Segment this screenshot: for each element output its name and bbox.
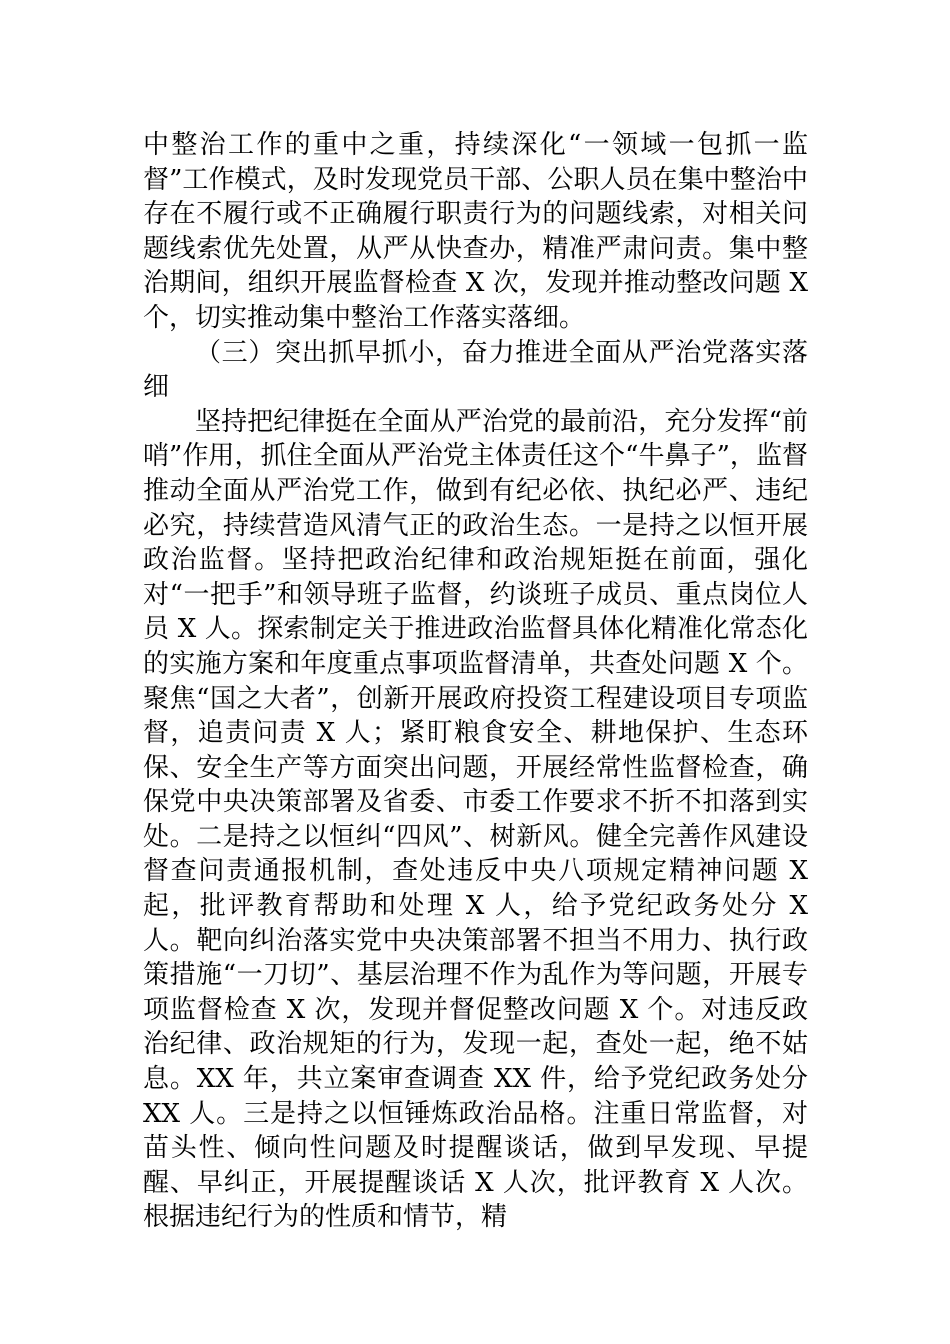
body-paragraph: 坚持把纪律挺在全面从严治党的最前沿，充分发挥“前哨”作用，抓住全面从严治党主体责任这个“牛鼻子”，监督推动全面从严治党工作，做到有纪必依、执纪必严、违纪必究，持续营造风清气正的政治生态。一是持之以恒开展政治监督。坚持把政治纪律和政治规矩挺在前面，强化对“一把手”和领导班子监督，约谈班子成员、重点岗位人员 X 人。探索制定关于推进政治监督具体化精准化常态化的实施方案和年度重点事项监督清单，共查处问题 X 个。聚焦“国之大者”，创新开展政府投资工程建设项目专项监督，追责问责 X 人；紧盯粮食安全、耕地保护、生态环保、安全生产等方面突出问题，开展经常性监督检查，确保党中央决策部署及省委、市委工作要求不折不扣落到实处。二是持之以恒纠“四风”、树新风。健全完善作风建设督查问责通报机制，查处违反中央八项规定精神问题 X 起，批评教育帮助和处理 X 人，给予党纪政务处分 X 人。靶向纠治落实党中央决策部署不担当不用力、执行政策措施“一刀切”、基层治理不作为乱作为等问题，开展专项监督检查 X 次，发现并督促整改问题 X 个。对违反政治纪律、政治规矩的行为，发现一起，查处一起，绝不姑息。XX 年，共立案审查调查 XX 件，给予党纪政务处分 XX 人。三是持之以恒锤炼政治品格。注重日常监督，对苗头性、倾向性问题及时提醒谈话，做到早发现、早提醒、早纠正，开展提醒谈话 X 人次，批评教育 X 人次。根据违纪行为的性质和情节，精 bbox=[143, 406, 808, 1233]
section-heading: （三）突出抓早抓小，奋力推进全面从严治党落实落细 bbox=[143, 337, 808, 403]
paragraph-continuation: 中整治工作的重中之重，持续深化“一领域一包抓一监督”工作模式，及时发现党员干部、公职人员在集中整治中存在不履行或不正确履行职责行为的问题线索，对相关问题线索优先处置，从严从快查办，精准严肃问责。集中整治期间，组织开展监督检查 X 次，发现并推动整改问题 X 个，切实推动集中整治工作落实落细。 bbox=[143, 130, 808, 333]
document-body bbox=[143, 128, 808, 1235]
